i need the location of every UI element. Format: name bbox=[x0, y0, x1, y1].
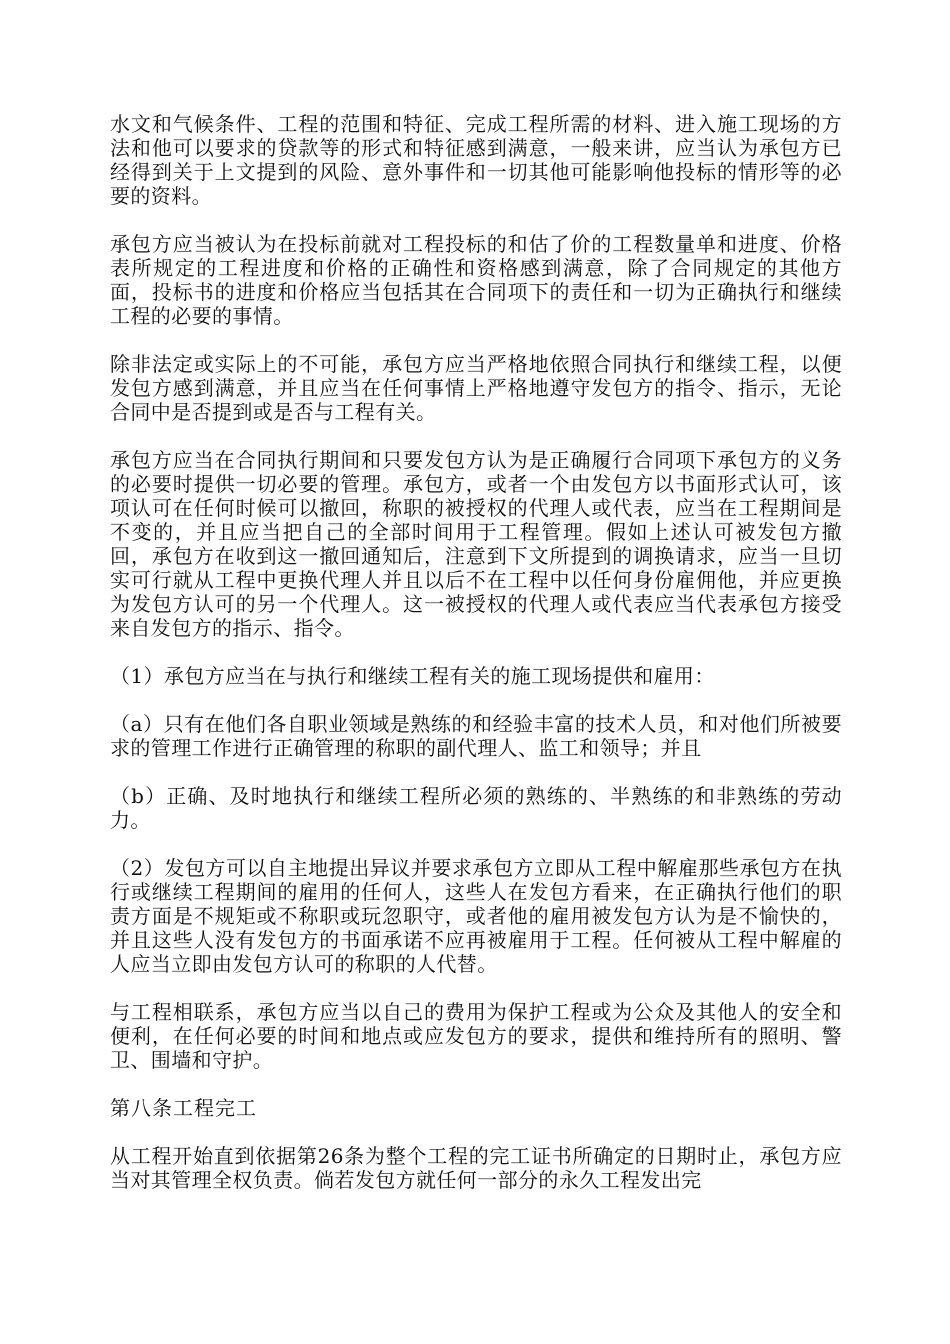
paragraph-tender-sufficiency: 承包方应当被认为在投标前就对工程投标的和估了价的工程数量单和进度、价格表所规定的工程进度和价格的正确性和资格感到满意，除了合同规定的其他方面，投标书的进度和价格应当包括其在合同项下的责任和一切为正确执行和继续工程的必要的事情。 bbox=[110, 232, 842, 328]
paragraph-site-conditions: 水文和气候条件、工程的范围和特征、完成工程所需的材料、进入施工现场的方法和他可以要求的贷款等的形式和特征感到满意，一般来讲，应当认为承包方已经得到关于上文提到的风险、意外事件和一切其他可能影响他投标的情形等的必要的资料。 bbox=[110, 112, 842, 208]
document-page bbox=[110, 112, 842, 1216]
paragraph-clause-1a: （a）只有在他们各自职业领域是熟练的和经验丰富的技术人员，和对他们所被要求的管理工作进行正确管理的称职的副代理人、监工和领导；并且 bbox=[110, 712, 842, 760]
paragraph-clause-1b: （b）正确、及时地执行和继续工程所必须的熟练的、半熟练的和非熟练的劳动力。 bbox=[110, 784, 842, 832]
paragraph-execution-compliance: 除非法定或实际上的不可能，承包方应当严格地依照合同执行和继续工程，以便发包方感到满意，并且应当在任何事情上严格地遵守发包方的指令、指示，无论合同中是否提到或是否与工程有关。 bbox=[110, 352, 842, 424]
section-heading-article-8: 第八条工程完工 bbox=[110, 1096, 257, 1120]
paragraph-clause-1: （1）承包方应当在与执行和继续工程有关的施工现场提供和雇用： bbox=[110, 664, 715, 688]
paragraph-safety-lighting: 与工程相联系，承包方应当以自己的费用为保护工程或为公众及其他人的安全和便利，在任何必要的时间和地点或应发包方的要求，提供和维持所有的照明、警卫、围墙和守护。 bbox=[110, 1000, 842, 1072]
paragraph-contractor-supervision: 承包方应当在合同执行期间和只要发包方认为是正确履行合同项下承包方的义务的必要时提供一切必要的管理。承包方，或者一个由发包方以书面形式认可，该项认可在任何时候可以撤回，称职的被授权的代理人或代表，应当在工程期间是不变的，并且应当把自己的全部时间用于工程管理。假如上述认可被发包方撤回，承包方在收到这一撤回通知后，注意到下文所提到的调换请求，应当一旦切实可行就从工程中更换代理人并且以后不在工程中以任何身份雇佣他，并应更换为发包方认可的另一个代理人。这一被授权的代理人或代表应当代表承包方接受来自发包方的指示、指令。 bbox=[110, 448, 842, 640]
paragraph-clause-2: （2）发包方可以自主地提出异议并要求承包方立即从工程中解雇那些承包方在执行或继续工程期间的雇用的任何人，这些人在发包方看来，在正确执行他们的职责方面是不规矩或不称职或玩忽职守，或者他的雇用被发包方认为是不愉快的，并且这些人没有发包方的书面承诺不应再被雇用于工程。任何被从工程中解雇的人应当立即由发包方认可的称职的人代替。 bbox=[110, 856, 842, 976]
paragraph-completion-responsibility: 从工程开始直到依据第26条为整个工程的完工证书所确定的日期时止，承包方应当对其管理全权负责。倘若发包方就任何一部分的永久工程发出完 bbox=[110, 1144, 842, 1192]
